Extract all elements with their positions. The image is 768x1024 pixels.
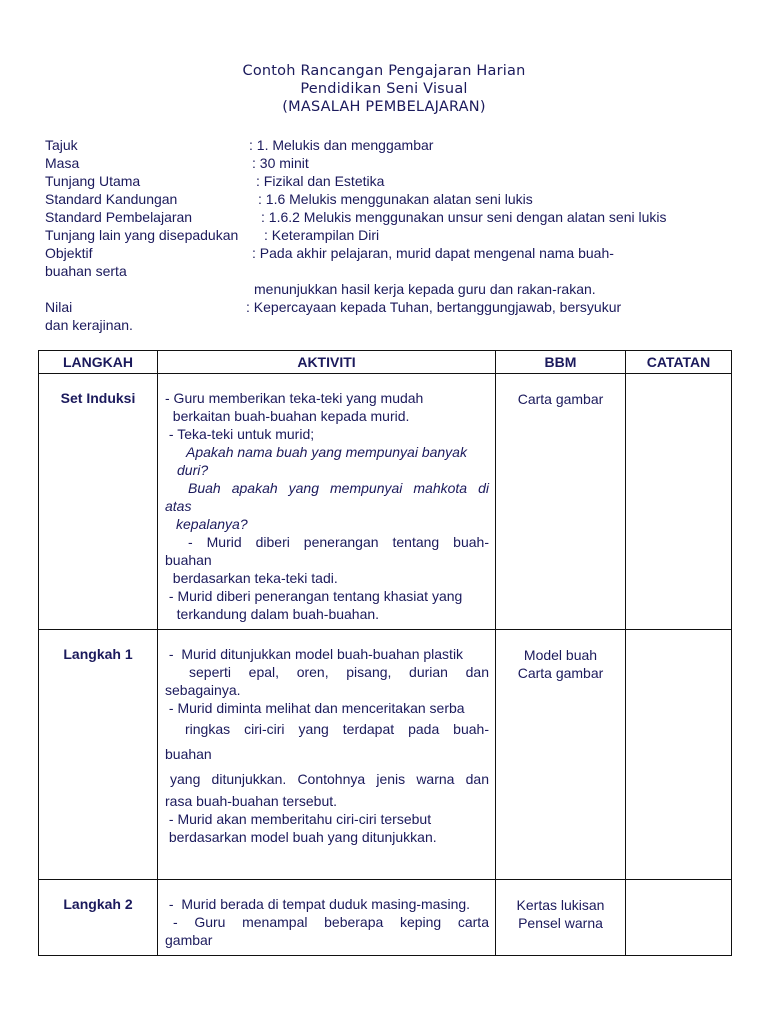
activity-line: - Murid ditunjukkan model buah-buahan plastik bbox=[165, 646, 464, 662]
step-cell: Set Induksi bbox=[39, 374, 158, 630]
activity-line: gambar bbox=[165, 932, 213, 948]
activity-line: - Murid diberi penerangan tentang buah- bbox=[188, 534, 489, 550]
activity-line: - Murid berada di tempat duduk masing-masing. bbox=[165, 896, 471, 912]
info-label: Nilai bbox=[45, 299, 73, 315]
activity-line: - Guru memberikan teka-teki yang mudah bbox=[165, 390, 424, 406]
bbm-item: Kertas lukisan bbox=[516, 897, 605, 913]
info-value-continued: dan kerajinan. bbox=[45, 317, 133, 333]
info-row-nilai-cont bbox=[45, 316, 725, 334]
info-label: Tajuk bbox=[45, 137, 78, 153]
info-label: Objektif bbox=[45, 245, 93, 261]
bbm-cell bbox=[496, 374, 626, 630]
info-label: Tunjang lain yang disepadukan bbox=[45, 227, 239, 243]
activity-line: terkandung dalam buah-buahan. bbox=[165, 606, 380, 622]
table-row bbox=[39, 880, 732, 956]
info-value: : Fizikal dan Estetika bbox=[256, 173, 385, 189]
info-row-objektif bbox=[45, 244, 725, 262]
info-label: Standard Kandungan bbox=[45, 191, 178, 207]
activity-line: - Murid diminta melihat dan menceritakan serba bbox=[165, 700, 465, 716]
activity-line: - Murid akan memberitahu ciri-ciri tersebut bbox=[165, 811, 432, 827]
activity-line: buahan bbox=[165, 552, 212, 568]
activity-line: ringkas ciri-ciri yang terdapat pada buah- bbox=[185, 721, 489, 737]
activity-line: atas bbox=[165, 498, 192, 514]
catatan-cell bbox=[626, 630, 732, 880]
step-cell: Langkah 2 bbox=[39, 880, 158, 956]
activity-line: yang ditunjukkan. Contohnya jenis warna dan bbox=[170, 771, 489, 787]
activity-line: - Guru menampal beberapa keping carta bbox=[173, 914, 489, 930]
info-value: : 1.6 Melukis menggunakan alatan seni lukis bbox=[258, 191, 533, 207]
document-title-block bbox=[0, 62, 768, 116]
activity-line: seperti epal, oren, pisang, durian dan bbox=[189, 664, 489, 680]
document-title: Contoh Rancangan Pengajaran Harian bbox=[242, 63, 526, 79]
info-row-tajuk bbox=[45, 136, 725, 154]
document-subject: Pendidikan Seni Visual bbox=[300, 81, 468, 97]
activity-line: duri? bbox=[177, 462, 209, 478]
bbm-cell bbox=[496, 630, 626, 880]
activity-line: berkaitan buah-buahan kepada murid. bbox=[165, 408, 410, 424]
bbm-item: Pensel warna bbox=[518, 915, 603, 931]
info-row-standard-kandungan bbox=[45, 190, 725, 208]
info-row-nilai bbox=[45, 298, 725, 316]
info-value: : 1.6.2 Melukis menggunakan unsur seni dengan alatan seni lukis bbox=[261, 209, 667, 225]
activity-line: berdasarkan teka-teki tadi. bbox=[165, 570, 338, 586]
info-value: : 30 minit bbox=[252, 155, 309, 171]
info-label: Masa bbox=[45, 155, 80, 171]
activity-line: Buah apakah yang mempunyai mahkota di bbox=[188, 480, 489, 496]
catatan-cell bbox=[626, 880, 732, 956]
info-row-standard-pembelajaran bbox=[45, 208, 725, 226]
info-value: : Kepercayaan kepada Tuhan, bertanggungjawab, bersyukur bbox=[246, 299, 622, 315]
lesson-info bbox=[45, 136, 725, 334]
info-value: : Keterampilan Diri bbox=[264, 227, 380, 243]
activity-cell bbox=[158, 630, 496, 880]
bbm-item: Model buah bbox=[523, 647, 598, 663]
table-row bbox=[39, 374, 732, 630]
info-row-objektif-cont bbox=[45, 280, 725, 298]
header-langkah: LANGKAH bbox=[39, 351, 158, 374]
info-row-objektif-cont bbox=[45, 262, 725, 280]
bbm-item: Carta gambar bbox=[517, 665, 604, 681]
header-bbm: BBM bbox=[496, 351, 626, 374]
info-value: : Pada akhir pelajaran, murid dapat mengenal nama buah- bbox=[252, 245, 614, 261]
info-row-tunjang bbox=[45, 172, 725, 190]
bbm-item: Carta gambar bbox=[517, 391, 604, 407]
table-row bbox=[39, 630, 732, 880]
activity-line: - Murid diberi penerangan tentang khasiat yang bbox=[165, 588, 463, 604]
activity-cell bbox=[158, 374, 496, 630]
document-subtitle: (MASALAH PEMBELAJARAN) bbox=[282, 99, 486, 115]
activity-line: - Teka-teki untuk murid; bbox=[165, 426, 315, 442]
activity-line: Apakah nama buah yang mempunyai banyak bbox=[186, 444, 467, 460]
bbm-cell bbox=[496, 880, 626, 956]
catatan-cell bbox=[626, 374, 732, 630]
lesson-plan-table bbox=[38, 350, 732, 956]
info-value: : 1. Melukis dan menggambar bbox=[249, 137, 434, 153]
info-row-tunjang-lain bbox=[45, 226, 725, 244]
activity-line: berdasarkan model buah yang ditunjukkan. bbox=[165, 829, 437, 845]
activity-cell bbox=[158, 880, 496, 956]
info-label: Tunjang Utama bbox=[45, 173, 141, 189]
info-label: Standard Pembelajaran bbox=[45, 209, 193, 225]
step-cell: Langkah 1 bbox=[39, 630, 158, 880]
activity-line: rasa buah-buahan tersebut. bbox=[165, 793, 338, 809]
activity-line: buahan bbox=[165, 746, 212, 762]
header-catatan: CATATAN bbox=[626, 351, 732, 374]
info-value-continued: menunjukkan hasil kerja kepada guru dan rakan-rakan. bbox=[254, 281, 596, 297]
activity-line: sebagainya. bbox=[165, 682, 241, 698]
info-row-masa bbox=[45, 154, 725, 172]
header-aktiviti: AKTIVITI bbox=[158, 351, 496, 374]
info-value-continued: buahan serta bbox=[45, 263, 127, 279]
activity-line: kepalanya? bbox=[176, 516, 248, 532]
table-header-row bbox=[39, 351, 732, 374]
